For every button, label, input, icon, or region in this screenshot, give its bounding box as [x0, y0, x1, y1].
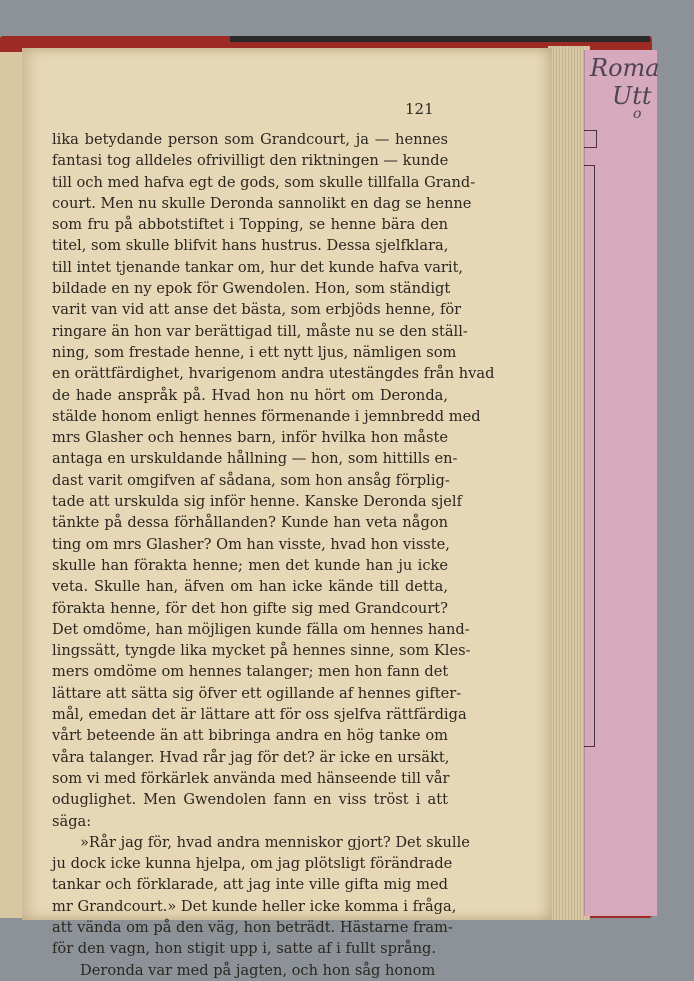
text-line: ju dock icke kunna hjelpa, om jag plötsligt förändrade: [52, 855, 453, 873]
text-line: court. Men nu skulle Deronda sannolikt en dag se henne: [52, 194, 472, 212]
text-line: till intet tjenande tankar om, hur det kunde hafva varit,: [52, 258, 464, 276]
cover-spine-shadow: [230, 36, 650, 42]
text-line: lättare att sätta sig öfver ett ogillande af hennes gifter-: [52, 684, 462, 702]
text-line: veta. Skulle han, äfven om han icke kände till detta,: [52, 578, 448, 596]
text-line: ting om mrs Glasher? Om han visste, hvad hon visste,: [52, 535, 450, 553]
text-line: att vända om på den väg, hon beträdt. Hästarne fram-: [52, 918, 453, 936]
text-line: tade att urskulda sig inför henne. Kanske Deronda sjelf: [52, 493, 462, 511]
text-line: Deronda var med på jagten, och hon såg honom: [80, 961, 436, 979]
text-line: som fru på abbotstiftet i Topping, se henne bära den: [52, 216, 448, 234]
text-line: tankar och förklarade, att jag inte ville gifta mig med: [52, 876, 448, 894]
text-line: vårt beteende än att bibringa andra en hög tanke om: [52, 727, 448, 745]
text-line: tänkte på dessa förhållanden? Kunde han veta någon: [52, 514, 448, 532]
text-line: en orättfärdighet, hvarigenom andra utestängdes från hvad: [52, 365, 495, 383]
text-line: lingssätt, tyngde lika mycket på hennes sinne, som Kles-: [52, 642, 471, 660]
page-number: 121: [405, 100, 434, 118]
text-line: stälde honom enligt hennes förmenande i jemnbredd med: [52, 407, 481, 425]
text-line: de hade anspråk på. Hvad hon nu hört om Deronda,: [52, 386, 448, 404]
card-ruled-line: [584, 165, 595, 747]
left-page-edge: [0, 52, 24, 918]
text-line: oduglighet. Men Gwendolen fann en viss tröst i att: [52, 791, 448, 809]
handwritten-note-1: Roma: [590, 54, 660, 82]
text-line: Det omdöme, han möjligen kunde fälla om hennes hand-: [52, 620, 470, 638]
text-line: lika betydande person som Grandcourt, ja — hennes: [52, 131, 448, 148]
text-line: förakta henne, för det hon gifte sig med Grandcourt?: [52, 599, 448, 617]
text-line: för den vagn, hon stigit upp i, satte af i fullt språng.: [52, 940, 436, 958]
handwritten-note-2: Utt: [612, 82, 652, 110]
text-line: dast varit omgifven af sådana, som hon ansåg förplig-: [52, 471, 450, 489]
text-line: säga:: [52, 812, 92, 830]
text-line: mål, emedan det är lättare att för oss sjelfva rättfärdiga: [52, 706, 467, 724]
text-line: som vi med förkärlek använda med hänseende till vår: [52, 769, 450, 787]
text-line: »Rår jag för, hvad andra menniskor gjort? Det skulle: [80, 833, 470, 851]
text-line: mr Grandcourt.» Det kunde heller icke komma i fråga,: [52, 897, 457, 915]
card-box-mark: [584, 130, 597, 148]
text-line: titel, som skulle blifvit hans hustrus. Dessa sjelfklara,: [52, 237, 449, 255]
text-line: till och med hafva egt de gods, som skulle tillfalla Grand-: [52, 173, 476, 191]
text-line: mers omdöme om hennes talanger; men hon fann det: [52, 663, 449, 681]
handwritten-note-3: o: [633, 106, 642, 122]
text-line: våra talanger. Hvad rår jag för det? är icke en ursäkt,: [52, 748, 450, 766]
text-line: ning, som frestade henne, i ett nytt ljus, nämligen som: [52, 343, 457, 361]
text-line: fantasi tog alldeles ofrivilligt den riktningen — kunde: [52, 152, 449, 170]
text-line: antaga en urskuldande hållning — hon, som hittills en-: [52, 450, 458, 468]
page-body-text: [52, 129, 495, 981]
text-line: skulle han förakta henne; men det kunde han ju icke: [52, 556, 448, 574]
text-line: varit van vid att anse det bästa, som erbjöds henne, för: [52, 301, 462, 319]
text-line: mrs Glasher och hennes barn, inför hvilka hon måste: [52, 429, 448, 447]
text-line: ringare än hon var berättigad till, måste nu se den ställ-: [52, 322, 468, 340]
text-line: bildade en ny epok för Gwendolen. Hon, som ständigt: [52, 280, 451, 298]
